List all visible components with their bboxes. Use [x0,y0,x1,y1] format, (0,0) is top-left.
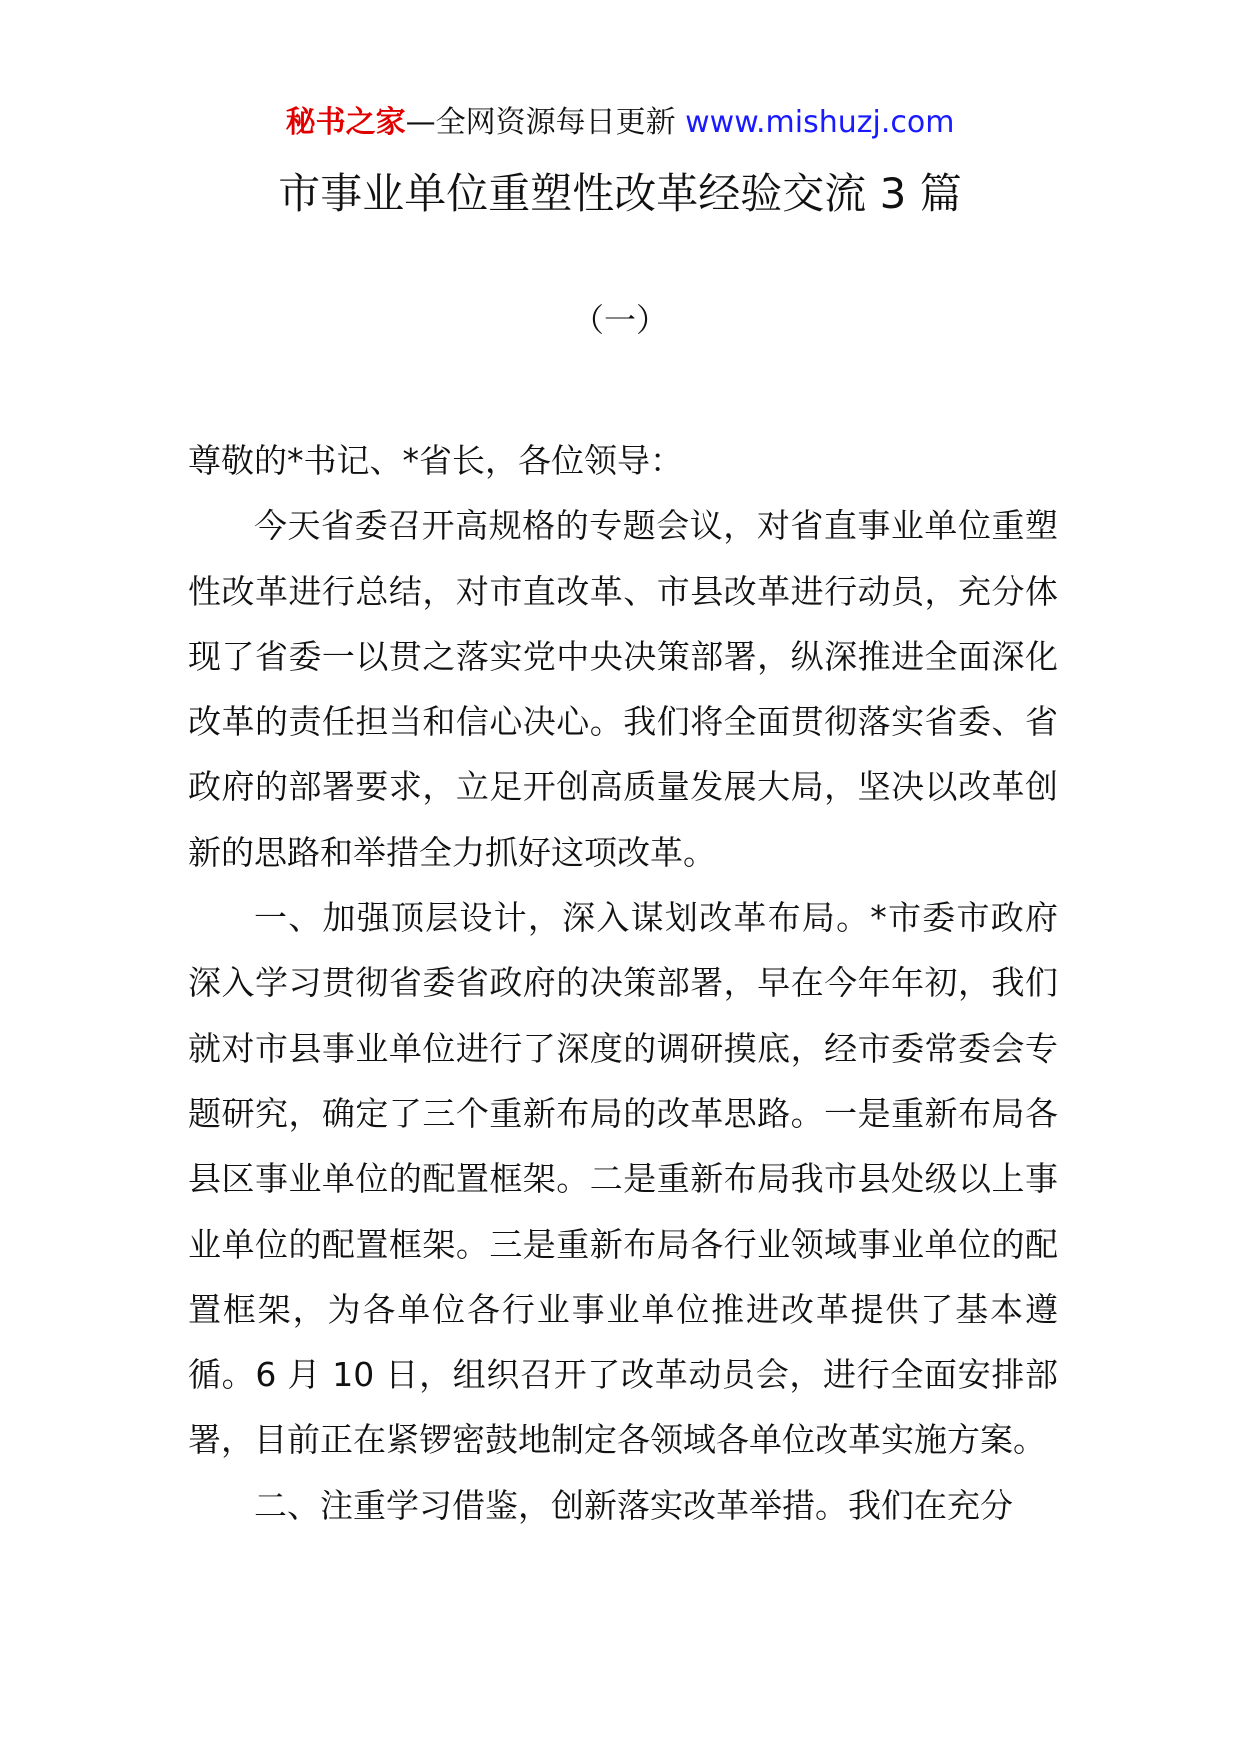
paragraph-section-one: 一、加强顶层设计，深入谋划改革布局。*市委市政府深入学习贯彻省委省政府的决策部署，早在今年年初，我们就对市县事业单位进行了深度的调研摸底，经市委常委会专题研究，确定了三个重新布局的改革思路。一是重新布局各县区事业单位的配置框架。二是重新布局我市县处级以上事业单位的配置框架。三是重新布局各行业领域事业单位的配置框架，为各单位各行业事业单位推进改革提供了基本遵循。6 月 10 日，组织召开了改革动员会，进行全面安排部署，目前正在紧锣密鼓地制定各领域各单位改革实施方案。 [188,898,1058,1460]
site-header [0,103,1240,143]
site-url[interactable]: www.mishuzj.com [685,105,955,140]
paragraph-section-two: 二、注重学习借鉴，创新落实改革举措。我们在充分 [254,1485,1013,1525]
document-title: 市事业单位重塑性改革经验交流 3 篇 [278,169,962,218]
document-body [188,428,1058,1538]
section-number: （一） [571,301,668,339]
header-tagline: —全网资源每日更新 [405,105,686,140]
paragraph-intro: 今天省委召开高规格的专题会议，对省直事业单位重塑性改革进行总结，对市直改革、市县改革进行动员，充分体现了省委一以贯之落实党中央决策部署，纵深推进全面深化改革的责任担当和信心决心。我们将全面贯彻落实省委、省政府的部署要求，立足开创高质量发展大局，坚决以改革创新的思路和举措全力抓好这项改革。 [188,506,1058,872]
brand-name: 秘书之家 [285,105,406,140]
salutation: 尊敬的*书记、*省长，各位领导： [188,441,683,480]
